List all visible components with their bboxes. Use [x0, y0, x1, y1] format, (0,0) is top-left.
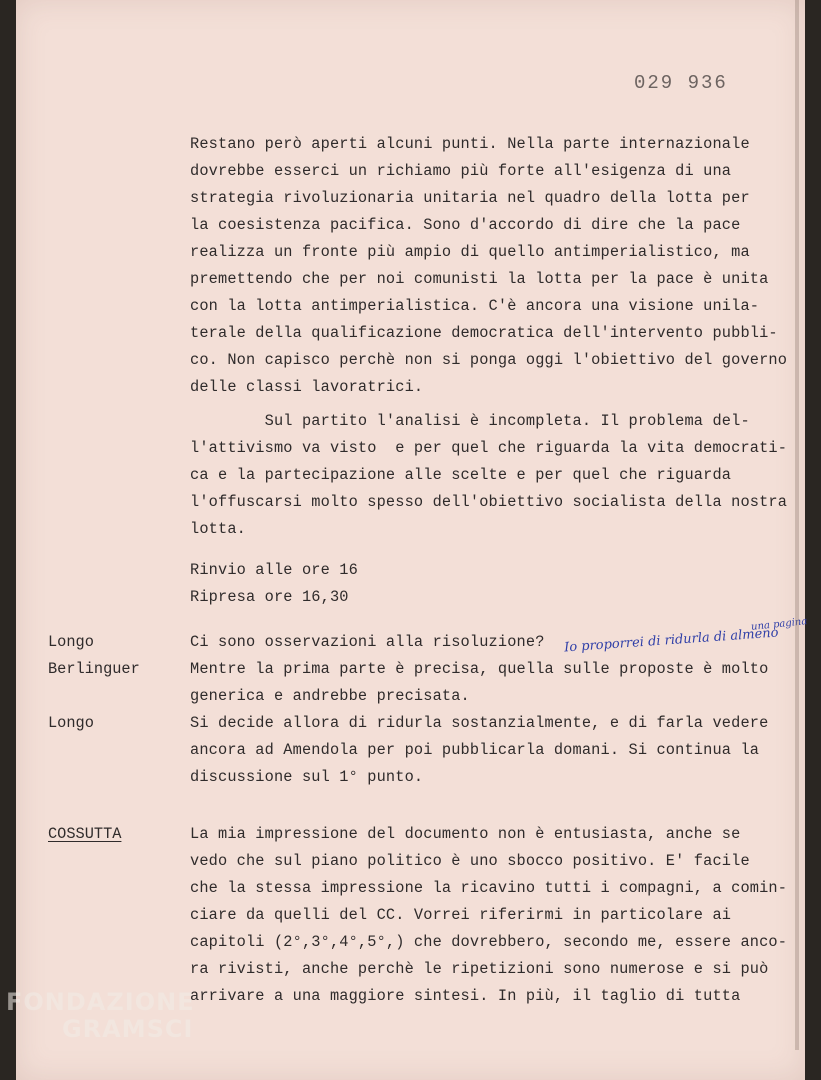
text-line: discussione sul 1° punto.	[190, 768, 424, 786]
speaker-label: Berlinguer	[48, 660, 140, 678]
text-line: la coesistenza pacifica. Sono d'accordo di dire che la pace	[190, 216, 741, 234]
document-page	[16, 0, 808, 1080]
text-line: La mia impressione del documento non è entusiasta, anche se	[190, 825, 741, 843]
handwritten-annotation-sup: una pagina	[750, 616, 808, 633]
text-line: Si decide allora di ridurla sostanzialmente, e di farla vedere	[190, 714, 769, 732]
text-line: l'offuscarsi molto spesso dell'obiettivo socialista della nostra	[190, 493, 788, 511]
text-line: ra rivisti, anche perchè le ripetizioni sono numerose e si può	[190, 960, 769, 978]
text-line: lotta.	[190, 520, 246, 538]
text-line: ciare da quelli del CC. Vorrei riferirmi in particolare ai	[190, 906, 732, 924]
text-line: realizza un fronte più ampio di quello antimperialistico, ma	[190, 243, 750, 261]
text-line: dovrebbe esserci un richiamo più forte all'esigenza di una	[190, 162, 732, 180]
text-line: arrivare a una maggiore sintesi. In più, il taglio di tutta	[190, 987, 741, 1005]
text-line: Ci sono osservazioni alla risoluzione?	[190, 633, 545, 651]
text-line: Rinvio alle ore 16	[190, 561, 358, 579]
text-line: capitoli (2°,3°,4°,5°,) che dovrebbero, secondo me, essere anco-	[190, 933, 788, 951]
speaker-label: Longo	[48, 714, 94, 732]
text-line: Mentre la prima parte è precisa, quella sulle proposte è molto	[190, 660, 769, 678]
text-line: co. Non capisco perchè non si ponga oggi l'obiettivo del governo	[190, 351, 788, 369]
text-line: che la stessa impressione la ricavino tutti i compagni, a comin-	[190, 879, 788, 897]
text-line: con la lotta antimperialistica. C'è ancora una visione unila-	[190, 297, 760, 315]
text-line: Ripresa ore 16,30	[190, 588, 349, 606]
text-line: ancora ad Amendola per poi pubblicarla domani. Si continua la	[190, 741, 760, 759]
text-line: terale della qualificazione democratica dell'intervento pubbli-	[190, 324, 778, 342]
watermark-line2: GRAMSCI	[62, 1015, 194, 1043]
text-line: strategia rivoluzionaria unitaria nel quadro della lotta per	[190, 189, 750, 207]
text-line: Restano però aperti alcuni punti. Nella parte internazionale	[190, 135, 750, 153]
archive-stamp-number: 029 936	[634, 72, 728, 94]
text-line: generica e andrebbe precisata.	[190, 687, 470, 705]
text-line: ca e la partecipazione alle scelte e per quel che riguarda	[190, 466, 732, 484]
text-line: l'attivismo va visto e per quel che riguarda la vita democrati-	[190, 439, 788, 457]
text-line: Sul partito l'analisi è incompleta. Il problema del-	[190, 412, 750, 430]
text-line: delle classi lavoratrici.	[190, 378, 424, 396]
speaker-label: COSSUTTA	[48, 825, 122, 843]
handwritten-annotation: Io proporrei di ridurla di almeno	[563, 625, 779, 656]
text-line: vedo che sul piano politico è uno sbocco positivo. E' facile	[190, 852, 750, 870]
speaker-label: Longo	[48, 633, 94, 651]
text-line: premettendo che per noi comunisti la lotta per la pace è unita	[190, 270, 769, 288]
watermark-line1: FONDAZIONE	[6, 988, 195, 1016]
